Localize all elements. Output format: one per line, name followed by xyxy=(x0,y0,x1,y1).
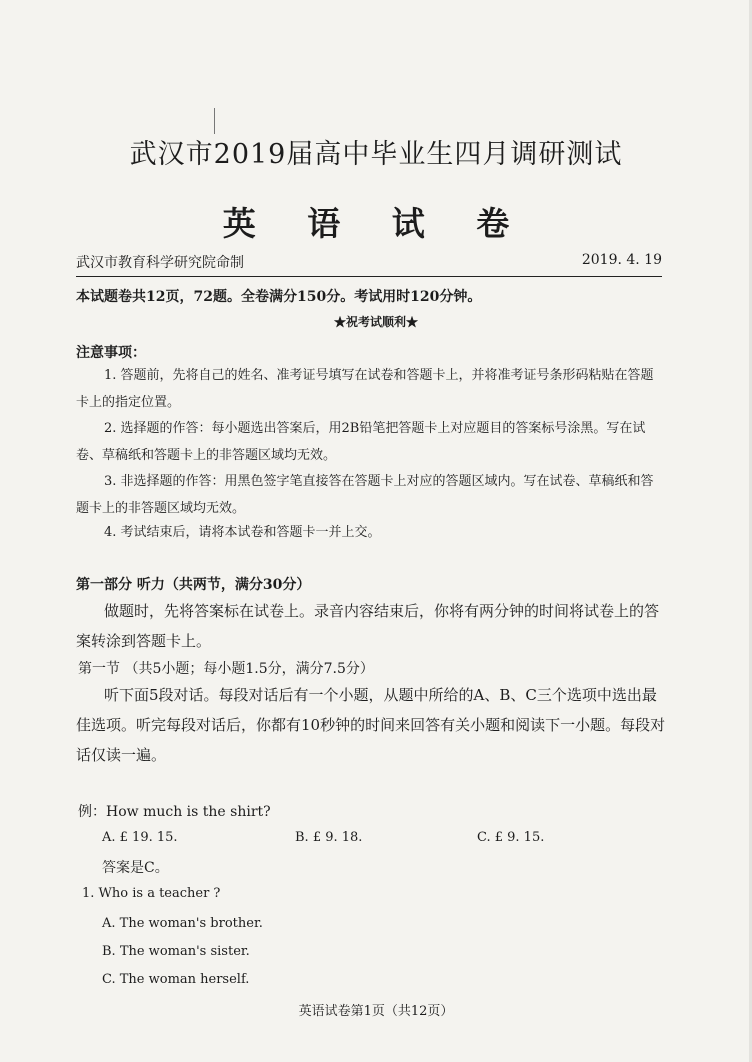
example-question: 例：How much is the shirt? xyxy=(78,804,271,820)
meta-row xyxy=(76,252,662,277)
section1-instruction: 听下面5段对话。每段对话后有一个小题，从题中所给的A、B、C三个选项中选出最佳选项。听完每段对话后，你都有10秒钟的时间来回答有关小题和阅读下一小题。每段对话仅读一遍。 xyxy=(76,686,666,764)
question-1-option-a: A. The woman's brother. xyxy=(102,916,263,931)
note-item: 4. 考试结束后，请将本试卷和答题卡一并上交。 xyxy=(104,525,381,540)
example-option-c: C. £ 9. 15. xyxy=(477,830,545,845)
part1-instruction: 做题时，先将答案标在试卷上。录音内容结束后，你将有两分钟的时间将试卷上的答案转涂到答题卡上。 xyxy=(76,602,660,650)
note-item: 2. 选择题的作答：每小题选出答案后，用2B铅笔把答题卡上对应题目的答案标号涂黑。写在试卷、草稿纸和答题卡上的非答题区域均无效。 xyxy=(76,421,646,463)
question-1-option-c: C. The woman herself. xyxy=(102,972,250,987)
question-1: 1. Who is a teacher ? xyxy=(82,886,221,901)
scan-mark xyxy=(214,108,215,134)
note-item: 3. 非选择题的作答：用黑色签字笔直接答在答题卡上对应的答题区域内。写在试卷、草稿纸和答题卡上的非答题区域均无效。 xyxy=(76,474,654,516)
example-answer: 答案是C。 xyxy=(102,860,169,876)
section1-heading: 第一节 （共5小题；每小题1.5分，满分7.5分） xyxy=(78,661,374,677)
example-option-b: B. £ 9. 18. xyxy=(295,830,363,845)
example-option-a: A. £ 19. 15. xyxy=(102,830,178,845)
publisher: 武汉市教育科学研究院命制 xyxy=(76,255,244,271)
exam-title: 武汉市2019届高中毕业生四月调研测试 xyxy=(129,139,623,170)
part1-heading: 第一部分 听力（共两节，满分30分） xyxy=(76,577,311,593)
good-luck-line: ★祝考试顺利★ xyxy=(333,315,418,329)
note-item: 1. 答题前，先将自己的姓名、准考证号填写在试卷和答题卡上，并将准考证号条形码粘贴在答题卡上的指定位置。 xyxy=(76,368,654,410)
question-1-option-b: B. The woman's sister. xyxy=(102,944,250,959)
exam-summary: 本试题卷共12页，72题。全卷满分150分。考试用时120分钟。 xyxy=(76,289,482,305)
page-footer: 英语试卷第1页（共12页） xyxy=(298,1004,454,1019)
exam-date: 2019. 4. 19 xyxy=(581,252,662,268)
exam-subject: 英 语 试 卷 xyxy=(222,204,530,243)
notes-heading: 注意事项： xyxy=(76,345,146,361)
